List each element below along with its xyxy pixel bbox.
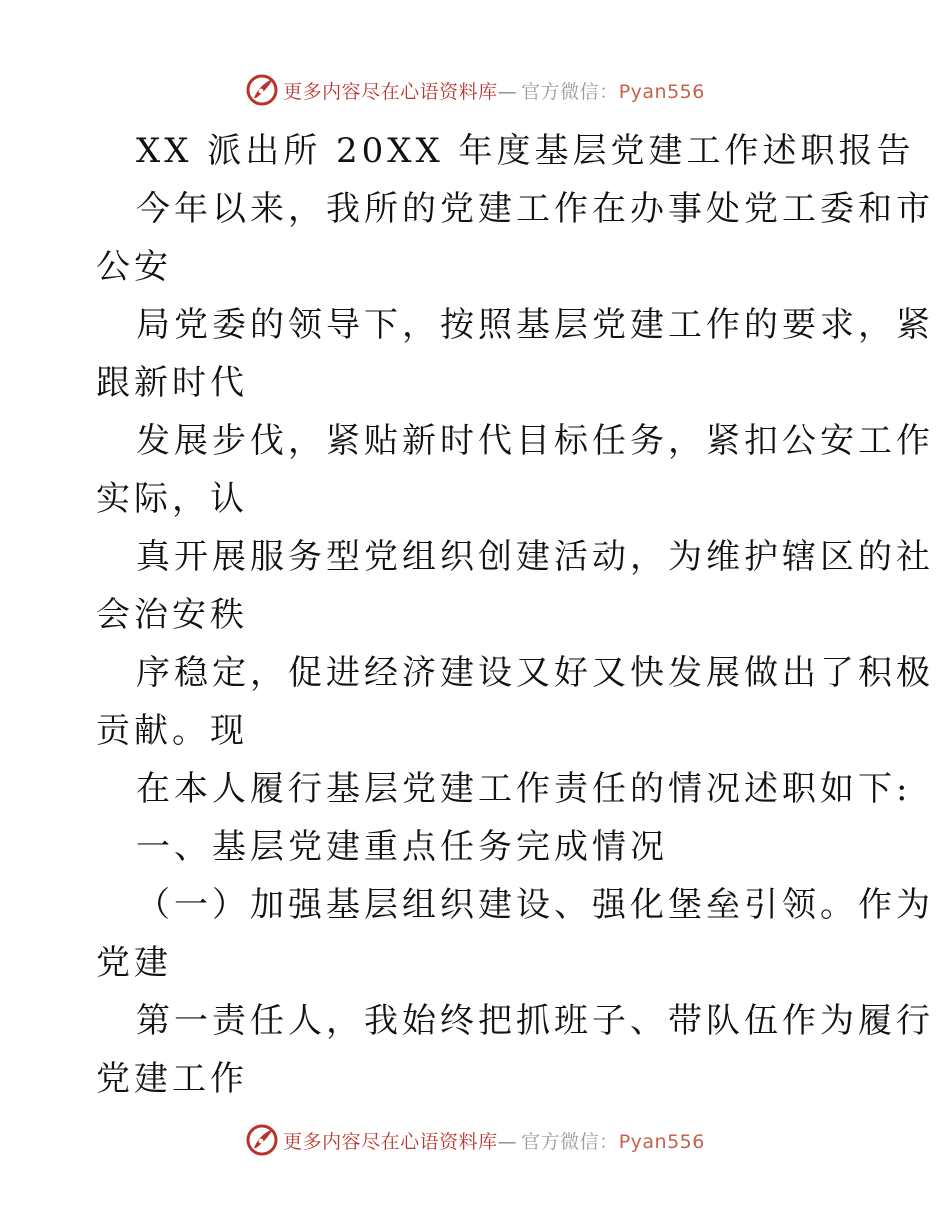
paragraph-line: 局党委的领导下，按照基层党建工作的要求，紧 (136, 305, 934, 345)
footer-watermark (0, 1120, 950, 1160)
watermark-wechat-label: 官方微信： (521, 1130, 619, 1153)
watermark-dash: — (497, 1130, 518, 1153)
header-watermark (0, 70, 950, 110)
paragraph-line: 党建工作 (96, 1059, 248, 1099)
section-heading: 一、基层党建重点任务完成情况 (136, 827, 668, 867)
subsection-heading: （一）加强基层组织建设、强化堡垒引领。作为 (136, 885, 934, 925)
paragraph-line: 真开展服务型党组织创建活动，为维护辖区的社 (136, 537, 934, 577)
paragraph-line: 会治安秩 (96, 595, 248, 635)
feather-pen-logo-icon (245, 73, 279, 107)
document-title: XX 派出所 20XX 年度基层党建工作述职报告 (136, 131, 915, 171)
watermark-dash: — (497, 80, 518, 103)
paragraph-line: 今年以来，我所的党建工作在办事处党工委和市 (136, 189, 934, 229)
watermark-text (283, 1127, 705, 1154)
paragraph-line: 公安 (96, 247, 172, 287)
watermark-wechat-label: 官方微信： (521, 80, 619, 103)
paragraph-line: 贡献。现 (96, 711, 248, 751)
paragraph-line: 序稳定，促进经济建设又好又快发展做出了积极 (136, 653, 934, 693)
paragraph-line: 跟新时代 (96, 363, 248, 403)
paragraph-line: 发展步伐，紧贴新时代目标任务，紧扣公安工作 (136, 421, 934, 461)
paragraph-line: 党建 (96, 943, 172, 983)
paragraph-line: 在本人履行基层党建工作责任的情况述职如下: (136, 769, 912, 809)
document-body (96, 122, 934, 1108)
watermark-wechat-id: Pyan556 (618, 80, 705, 103)
watermark-wechat-id: Pyan556 (618, 1130, 705, 1153)
watermark-main: 更多内容尽在心语资料库 (283, 80, 498, 103)
feather-pen-logo-icon (245, 1123, 279, 1157)
watermark-text (283, 77, 705, 104)
paragraph-line: 第一责任人，我始终把抓班子、带队伍作为履行 (136, 1001, 934, 1041)
paragraph-line: 实际，认 (96, 479, 248, 519)
watermark-main: 更多内容尽在心语资料库 (283, 1130, 498, 1153)
